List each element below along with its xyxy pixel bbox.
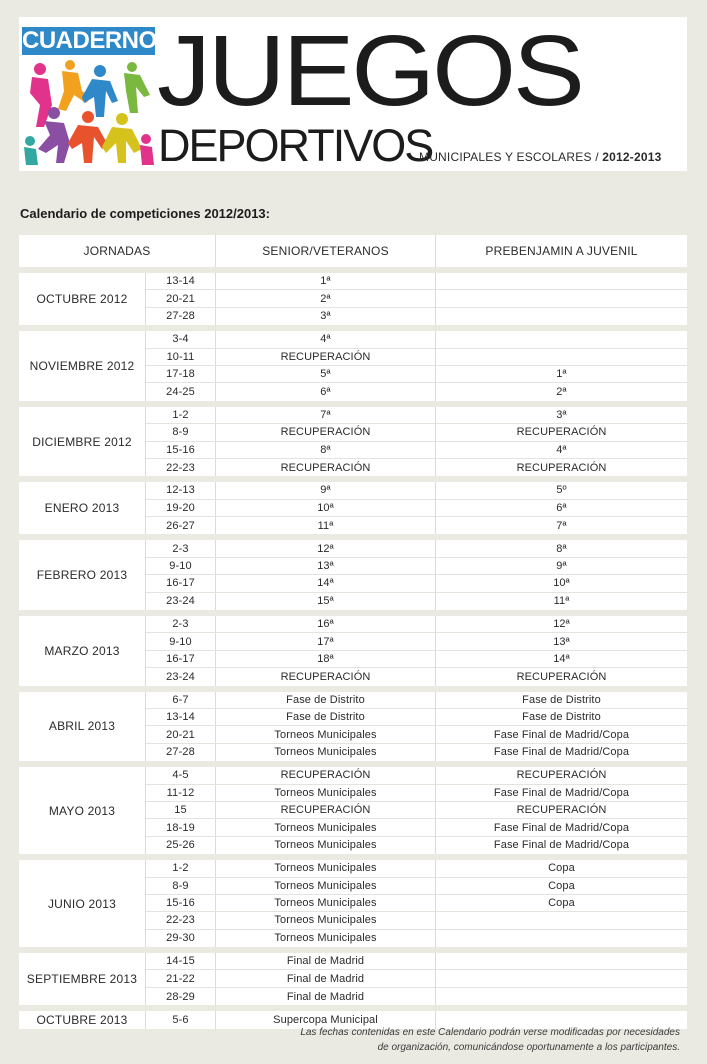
senior-cell: 17ª: [216, 633, 436, 649]
senior-cell: RECUPERACIÓN: [216, 349, 436, 365]
senior-cell: Torneos Municipales: [216, 837, 436, 854]
date-cell: 27-28: [146, 744, 216, 761]
table-row: [146, 953, 687, 970]
sports-silhouettes-icon: [22, 57, 155, 167]
month-rows: [146, 482, 687, 534]
junior-cell: [436, 970, 687, 986]
footnote: [220, 1025, 680, 1055]
month-rows: [146, 616, 687, 686]
senior-cell: Final de Madrid: [216, 953, 436, 969]
month-group: [19, 540, 687, 610]
senior-cell: Torneos Municipales: [216, 895, 436, 911]
table-row: [146, 837, 687, 854]
junior-cell: RECUPERACIÓN: [516, 426, 607, 439]
junior-cell: Fase de Distrito: [522, 693, 601, 706]
senior-cell: 5ª: [216, 366, 436, 382]
junior-cell: 1ª: [556, 368, 567, 381]
junior-cell: 14ª: [553, 653, 570, 665]
senior-cell: 3ª: [216, 308, 436, 325]
senior-cell: 18ª: [216, 651, 436, 667]
subtitle-text: MUNICIPALES Y ESCOLARES /: [419, 150, 599, 164]
table-row: [146, 558, 687, 575]
junior-cell: [436, 308, 687, 325]
senior-cell: RECUPERACIÓN: [216, 668, 436, 685]
month-rows: [146, 540, 687, 610]
junior-cell: 13ª: [553, 635, 570, 648]
table-row: [146, 407, 687, 424]
table-row: [146, 930, 687, 947]
table-row: [146, 482, 687, 499]
table-row: [146, 744, 687, 761]
date-cell: 27-28: [146, 308, 216, 325]
senior-cell: RECUPERACIÓN: [216, 767, 436, 783]
senior-cell: 1ª: [216, 273, 436, 289]
senior-cell: 15ª: [216, 593, 436, 610]
table-row: [146, 424, 687, 441]
cuaderno-label: CUADERNO: [22, 27, 157, 54]
senior-cell: Final de Madrid: [216, 970, 436, 986]
senior-cell: 6ª: [216, 383, 436, 400]
header-banner: [19, 17, 687, 171]
date-cell: 10-11: [146, 349, 216, 365]
month-rows: [146, 860, 687, 947]
date-cell: 3-4: [146, 331, 216, 347]
junior-cell: RECUPERACIÓN: [516, 769, 607, 782]
senior-cell: RECUPERACIÓN: [216, 459, 436, 476]
month-group: [19, 616, 687, 686]
month-rows: [146, 331, 687, 401]
month-group: [19, 953, 687, 1005]
month-groups: [19, 273, 687, 1029]
senior-cell: Torneos Municipales: [216, 744, 436, 761]
date-cell: 9-10: [146, 558, 216, 574]
table-row: [146, 651, 687, 668]
month-label: MAYO 2013: [19, 767, 146, 854]
date-cell: 22-23: [146, 459, 216, 476]
month-group: [19, 407, 687, 477]
table-row: [146, 633, 687, 650]
date-cell: 2-3: [146, 540, 216, 556]
junior-cell: Fase Final de Madrid/Copa: [493, 728, 630, 741]
junior-cell: 2ª: [556, 386, 567, 399]
date-cell: 20-21: [146, 726, 216, 742]
table-row: [146, 878, 687, 895]
date-cell: 11-12: [146, 785, 216, 801]
table-row: [146, 517, 687, 534]
junior-cell: [436, 349, 687, 365]
table-row: [146, 912, 687, 929]
date-cell: 22-23: [146, 912, 216, 928]
date-cell: 24-25: [146, 383, 216, 400]
senior-cell: 13ª: [216, 558, 436, 574]
month-rows: [146, 273, 687, 325]
table-row: [146, 692, 687, 709]
table-row: [146, 349, 687, 366]
senior-cell: 7ª: [216, 407, 436, 423]
junior-cell: [436, 331, 687, 347]
senior-cell: Torneos Municipales: [216, 726, 436, 742]
date-cell: 17-18: [146, 366, 216, 382]
junior-cell: [436, 988, 687, 1005]
table-row: [146, 500, 687, 517]
junior-cell: Copa: [548, 897, 575, 910]
junior-cell: [436, 953, 687, 969]
month-group: [19, 273, 687, 325]
table-row: [146, 970, 687, 987]
senior-cell: Torneos Municipales: [216, 819, 436, 835]
junior-cell: 8ª: [556, 542, 567, 555]
table-row: [146, 575, 687, 592]
junior-cell: [436, 290, 687, 306]
senior-cell: Torneos Municipales: [216, 860, 436, 876]
date-cell: 16-17: [146, 651, 216, 667]
table-row: [146, 726, 687, 743]
date-cell: 21-22: [146, 970, 216, 986]
date-cell: 12-13: [146, 482, 216, 498]
month-group: [19, 692, 687, 762]
senior-cell: Torneos Municipales: [216, 785, 436, 801]
title-juegos: JUEGOS: [157, 15, 582, 127]
col-jornadas: JORNADAS: [19, 235, 216, 267]
calendar-title: Calendario de competiciones 2012/2013:: [20, 206, 270, 221]
senior-cell: Torneos Municipales: [216, 930, 436, 947]
table-row: [146, 860, 687, 877]
junior-cell: RECUPERACIÓN: [516, 670, 607, 683]
senior-cell: 16ª: [216, 616, 436, 632]
senior-cell: 2ª: [216, 290, 436, 306]
senior-cell: Fase de Distrito: [216, 709, 436, 725]
table-row: [146, 709, 687, 726]
footnote-line: de organización, comunicándose oportunamente a los participantes.: [377, 1042, 680, 1053]
junior-cell: 5º: [556, 484, 567, 497]
date-cell: 13-14: [146, 273, 216, 289]
month-label: ENERO 2013: [19, 482, 146, 534]
date-cell: 9-10: [146, 633, 216, 649]
date-cell: 19-20: [146, 500, 216, 516]
senior-cell: 9ª: [216, 482, 436, 498]
date-cell: 16-17: [146, 575, 216, 591]
junior-cell: RECUPERACIÓN: [516, 461, 607, 474]
table-row: [146, 383, 687, 400]
calendar-table: [19, 235, 687, 1035]
season-label: 2012-2013: [602, 150, 662, 164]
month-label: JUNIO 2013: [19, 860, 146, 947]
date-cell: 15-16: [146, 442, 216, 458]
date-cell: 18-19: [146, 819, 216, 835]
table-row: [146, 616, 687, 633]
senior-cell: Torneos Municipales: [216, 878, 436, 894]
table-row: [146, 366, 687, 383]
date-cell: 1-2: [146, 860, 216, 876]
month-rows: [146, 407, 687, 477]
senior-cell: 11ª: [216, 517, 436, 534]
title-deportivos: DEPORTIVOS: [158, 120, 433, 171]
date-cell: 15-16: [146, 895, 216, 911]
junior-cell: Fase Final de Madrid/Copa: [493, 839, 630, 852]
table-row: [146, 767, 687, 784]
month-rows: [146, 953, 687, 1005]
junior-cell: Fase de Distrito: [522, 711, 601, 724]
date-cell: 4-5: [146, 767, 216, 783]
senior-cell: RECUPERACIÓN: [216, 802, 436, 818]
date-cell: 8-9: [146, 424, 216, 440]
month-label: OCTUBRE 2013: [19, 1011, 146, 1028]
month-rows: [146, 692, 687, 762]
month-group: [19, 331, 687, 401]
date-cell: 6-7: [146, 692, 216, 708]
date-cell: 20-21: [146, 290, 216, 306]
senior-cell: 4ª: [216, 331, 436, 347]
month-label: FEBRERO 2013: [19, 540, 146, 610]
table-header: [19, 235, 687, 267]
junior-cell: Fase Final de Madrid/Copa: [493, 746, 630, 759]
month-label: NOVIEMBRE 2012: [19, 331, 146, 401]
date-cell: 8-9: [146, 878, 216, 894]
table-row: [146, 290, 687, 307]
junior-cell: [436, 930, 687, 947]
senior-cell: Final de Madrid: [216, 988, 436, 1005]
footnote-line: Las fechas contenidas en este Calendario podrán verse modificadas por necesidades: [300, 1027, 680, 1038]
junior-cell: Copa: [548, 879, 575, 892]
junior-cell: [436, 273, 687, 289]
table-row: [146, 785, 687, 802]
col-prebenjamin-juvenil: PREBENJAMIN A JUVENIL: [485, 244, 638, 258]
date-cell: 25-26: [146, 837, 216, 854]
date-cell: 13-14: [146, 709, 216, 725]
date-cell: 29-30: [146, 930, 216, 947]
junior-cell: 7ª: [556, 519, 567, 532]
junior-cell: 6ª: [556, 501, 567, 514]
month-label: SEPTIEMBRE 2013: [19, 953, 146, 1005]
junior-cell: 3ª: [556, 408, 567, 421]
date-cell: 1-2: [146, 407, 216, 423]
date-cell: 14-15: [146, 953, 216, 969]
senior-cell: Torneos Municipales: [216, 912, 436, 928]
junior-cell: 11ª: [553, 595, 570, 608]
senior-cell: RECUPERACIÓN: [216, 424, 436, 440]
date-cell: 28-29: [146, 988, 216, 1005]
senior-cell: Supercopa Municipal: [216, 1011, 436, 1028]
table-row: [146, 802, 687, 819]
junior-cell: Copa: [548, 862, 575, 875]
table-row: [146, 273, 687, 290]
senior-cell: 14ª: [216, 575, 436, 591]
table-row: [146, 895, 687, 912]
month-group: [19, 860, 687, 947]
date-cell: 2-3: [146, 616, 216, 632]
junior-cell: 12ª: [553, 618, 570, 631]
month-label: DICIEMBRE 2012: [19, 407, 146, 477]
senior-cell: Fase de Distrito: [216, 692, 436, 708]
senior-cell: 10ª: [216, 500, 436, 516]
junior-cell: 10ª: [553, 577, 570, 590]
table-row: [146, 331, 687, 348]
table-row: [146, 819, 687, 836]
senior-cell: 8ª: [216, 442, 436, 458]
month-label: MARZO 2013: [19, 616, 146, 686]
junior-cell: [436, 912, 687, 928]
table-row: [146, 442, 687, 459]
table-row: [146, 988, 687, 1005]
date-cell: 23-24: [146, 593, 216, 610]
month-label: ABRIL 2013: [19, 692, 146, 762]
date-cell: 26-27: [146, 517, 216, 534]
junior-cell: RECUPERACIÓN: [516, 804, 607, 817]
senior-cell: 12ª: [216, 540, 436, 556]
junior-cell: Fase Final de Madrid/Copa: [493, 821, 630, 834]
col-senior-veteranos: SENIOR/VETERANOS: [216, 235, 436, 267]
date-cell: 5-6: [146, 1011, 216, 1028]
table-row: [146, 308, 687, 325]
table-row: [146, 593, 687, 610]
table-row: [146, 668, 687, 685]
date-cell: 23-24: [146, 668, 216, 685]
date-cell: 15: [146, 802, 216, 818]
month-group: [19, 767, 687, 854]
junior-cell: Fase Final de Madrid/Copa: [493, 786, 630, 799]
month-rows: [146, 767, 687, 854]
month-label: OCTUBRE 2012: [19, 273, 146, 325]
junior-cell: 9ª: [556, 560, 567, 573]
table-row: [146, 540, 687, 557]
subtitle: [419, 150, 661, 164]
table-row: [146, 459, 687, 476]
month-group: [19, 482, 687, 534]
junior-cell: 4ª: [556, 443, 567, 456]
